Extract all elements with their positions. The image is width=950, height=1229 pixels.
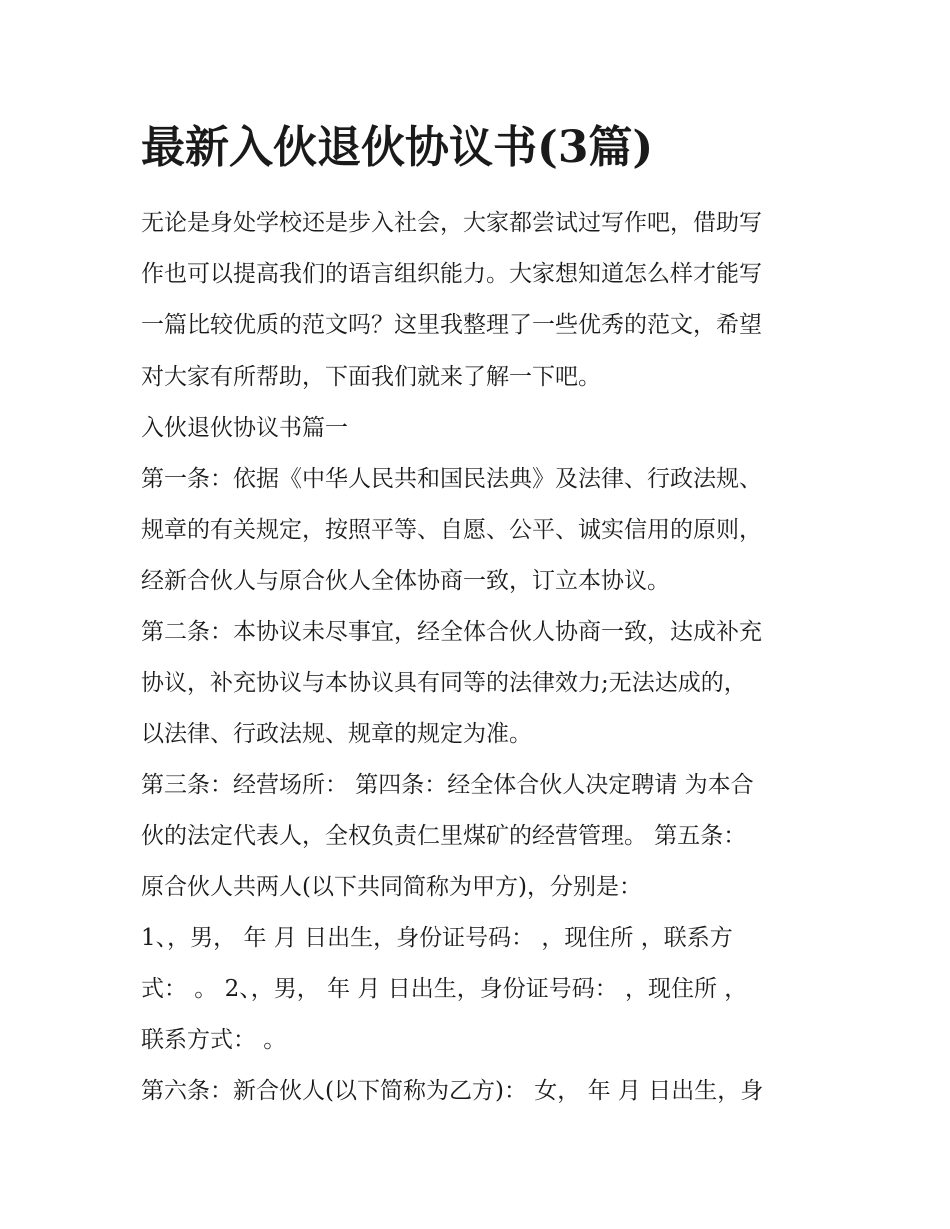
article-3-4-line-1: 第三条：经营场所： 第四条：经全体合伙人决定聘请 为本合	[141, 772, 754, 798]
article-1-line-1: 第一条：依据《中华人民共和国民法典》及法律、行政法规、	[141, 466, 762, 492]
intro-line-3: 一篇比较优质的范文吗？这里我整理了一些优秀的范文，希望	[141, 312, 762, 338]
article-1-line-2: 规章的有关规定，按照平等、自愿、公平、诚实信用的原则，	[141, 517, 762, 543]
intro-line-4: 对大家有所帮助，下面我们就来了解一下吧。	[141, 364, 601, 390]
article-5-line-3: 式： 。 2、，男， 年 月 日出生，身份证号码： ，现住所 ，	[141, 976, 748, 1002]
article-2-line-1: 第二条：本协议未尽事宜，经全体合伙人协商一致，达成补充	[141, 619, 762, 645]
intro-line-2: 作也可以提高我们的语言组织能力。大家想知道怎么样才能写	[141, 261, 762, 287]
article-2-line-2: 协议，补充协议与本协议具有同等的法律效力;无法达成的，	[141, 670, 747, 696]
article-5-line-4: 联系方式： 。	[141, 1027, 287, 1053]
article-6-line-1: 第六条：新合伙人(以下简称为乙方)： 女， 年 月 日出生，身	[141, 1078, 764, 1104]
article-5-line-2: 1、，男， 年 月 日出生，身份证号码： ，现住所 ，联系方	[141, 925, 733, 951]
section-heading: 入伙退伙协议书篇一	[141, 415, 348, 441]
article-3-4-line-2: 伙的法定代表人，全权负责仁里煤矿的经营管理。 第五条：	[141, 823, 747, 849]
article-5-line-1: 原合伙人共两人(以下共同简称为甲方)，分别是：	[141, 874, 642, 900]
article-2-line-3: 以法律、行政法规、规章的规定为准。	[141, 721, 532, 747]
article-1-line-3: 经新合伙人与原合伙人全体协商一致，订立本协议。	[141, 568, 670, 594]
document-title: 最新入伙退伙协议书(3篇)	[141, 122, 654, 173]
intro-line-1: 无论是身处学校还是步入社会，大家都尝试过写作吧，借助写	[141, 210, 762, 236]
